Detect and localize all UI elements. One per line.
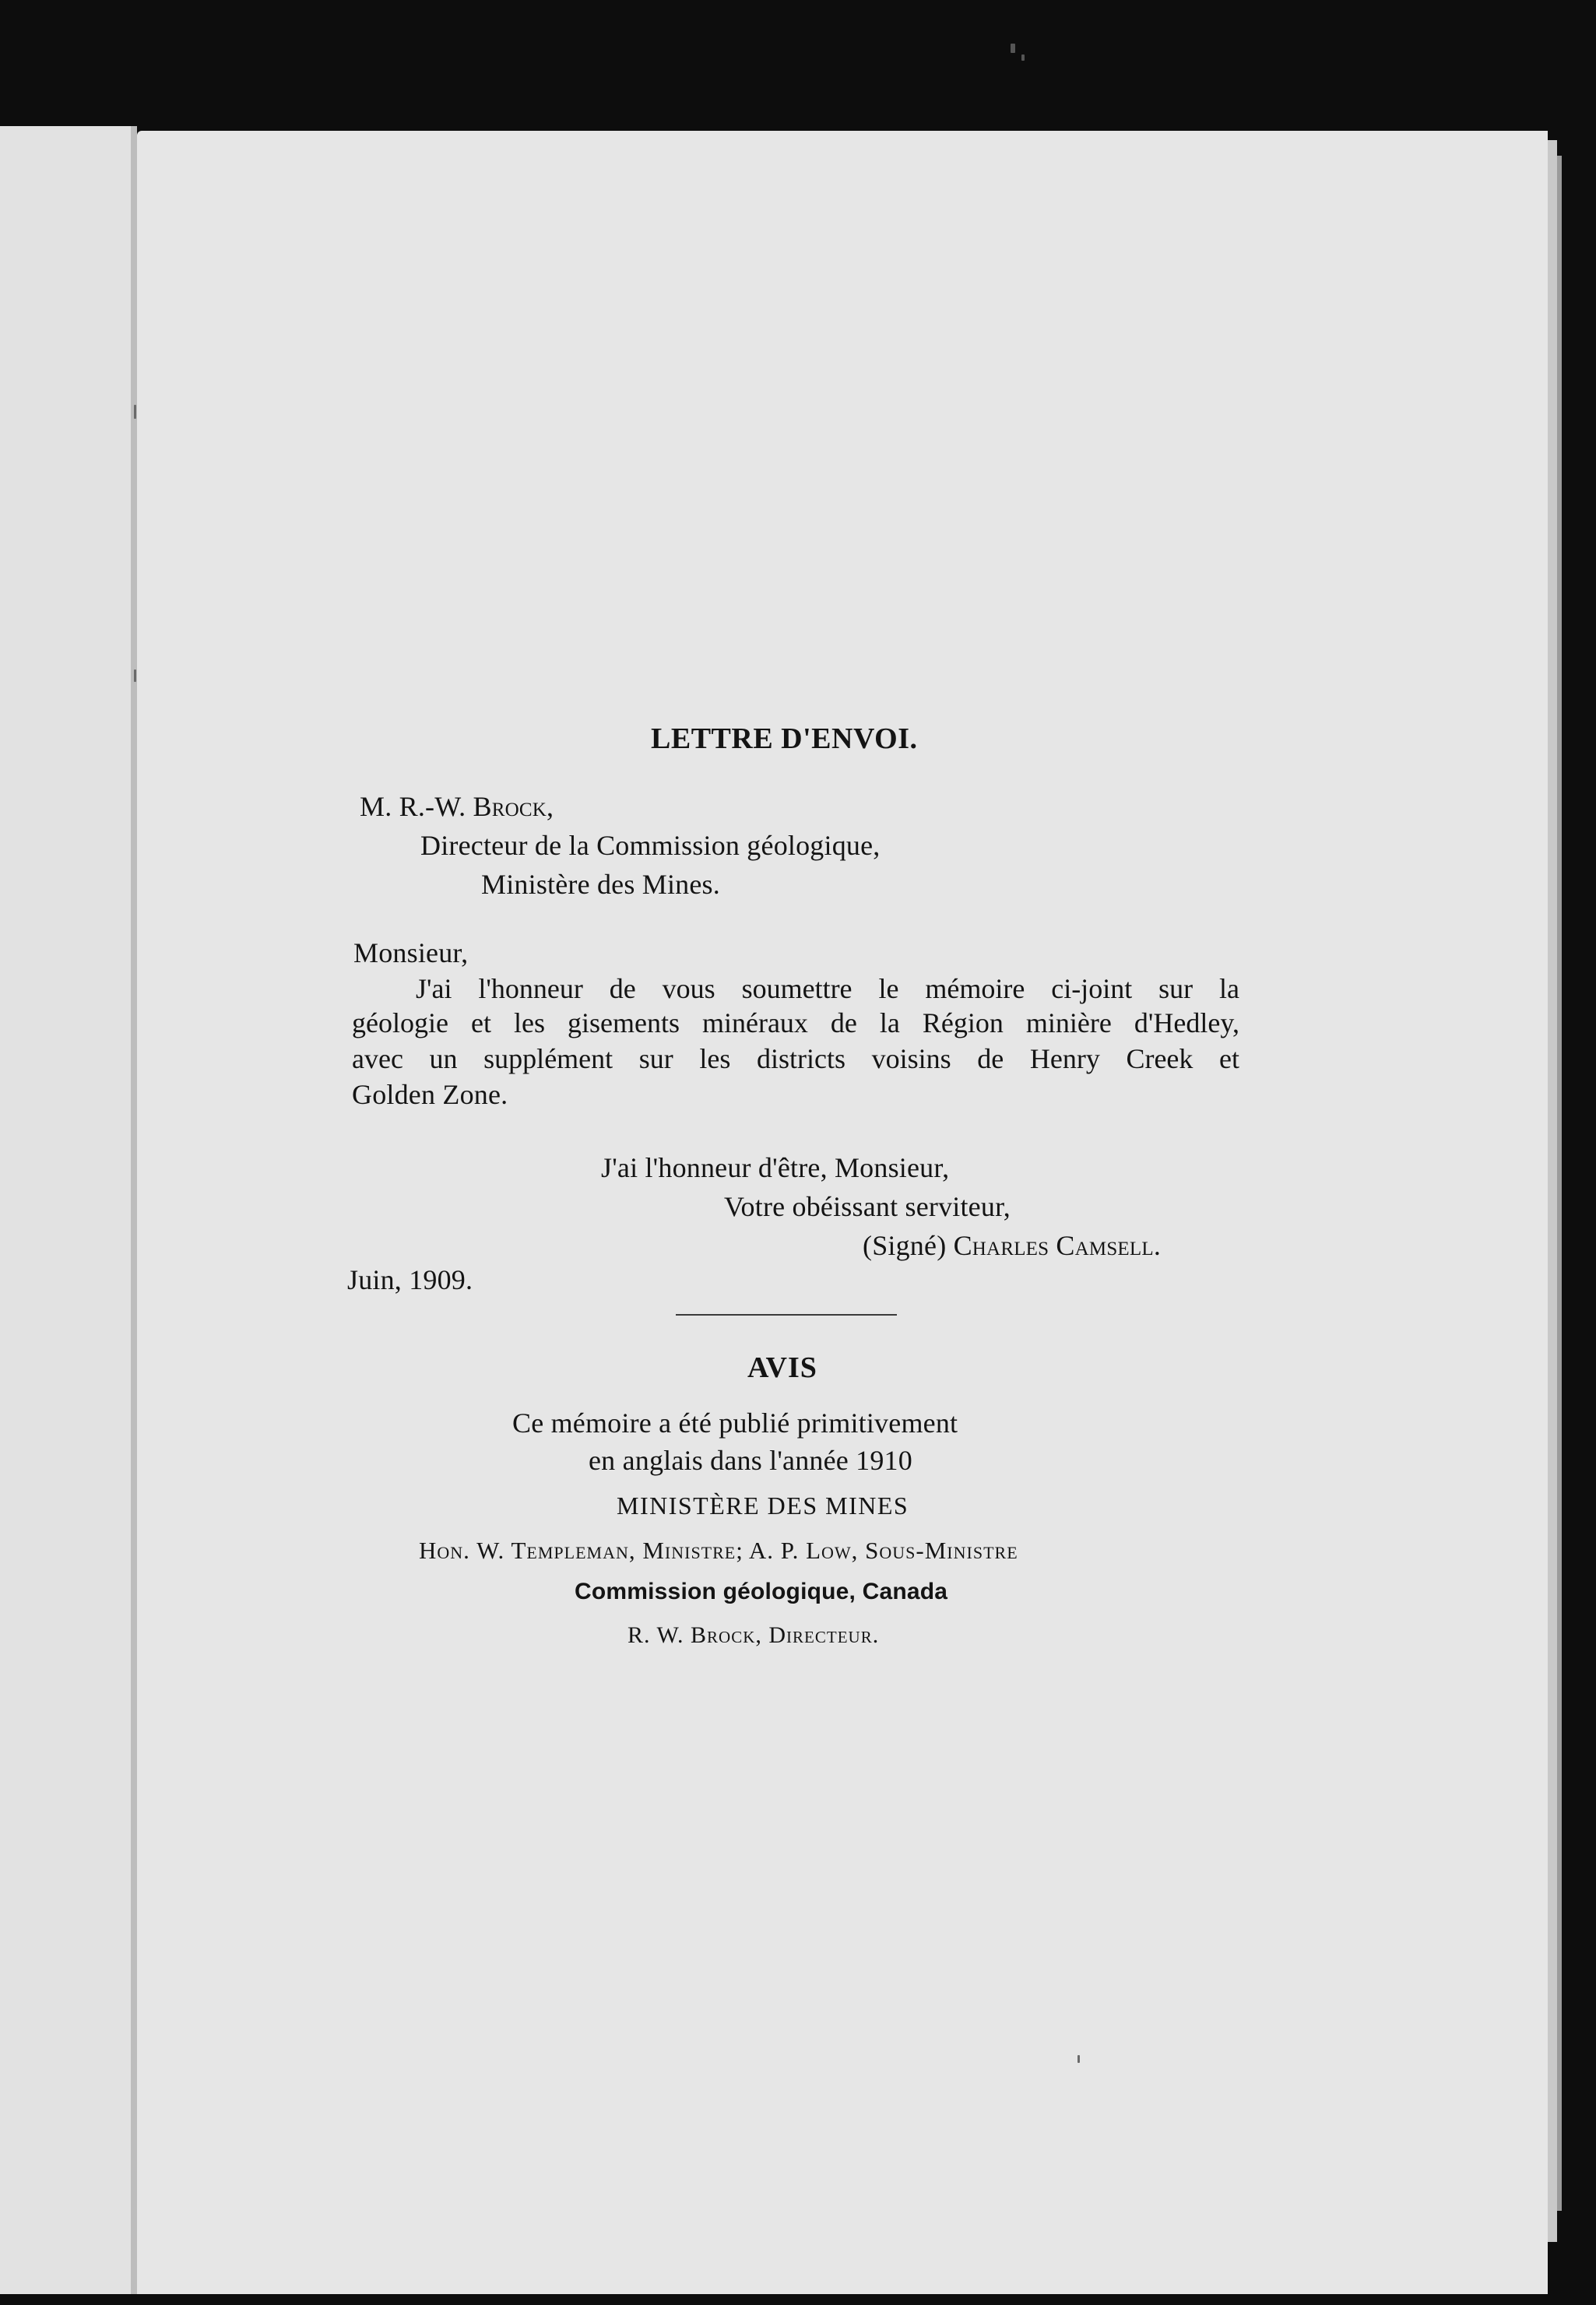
page-edge-shadow: [1557, 156, 1562, 2211]
notice-heading: AVIS: [747, 1351, 817, 1384]
body-line-3: avec un supplément sur les districts voisins de Henry Creek et: [352, 1043, 1239, 1074]
scan-speck: [134, 669, 136, 682]
director-line: R. W. Brock, Directeur.: [628, 1622, 880, 1648]
addressee-prefix: M. R.-W.: [360, 791, 473, 822]
signature-line: [863, 1232, 1161, 1260]
notice-line-2: en anglais dans l'année 1910: [589, 1445, 912, 1476]
signed-prefix: (Signé): [863, 1230, 954, 1261]
closing-line-1: J'ai l'honneur d'être, Monsieur,: [601, 1152, 950, 1183]
officials-line: Hon. W. Templeman, Ministre; A. P. Low, Sous-Ministre: [419, 1537, 1018, 1564]
addressee-ministry: Ministère des Mines.: [481, 869, 720, 900]
facing-page-edge: [131, 126, 137, 2294]
closing-line-2: Votre obéissant serviteur,: [724, 1191, 1011, 1222]
section-divider: [676, 1314, 897, 1316]
body-line-2: géologie et les gisements minéraux de la Région minière d'Hedley,: [352, 1007, 1239, 1038]
scan-speck: [134, 405, 136, 419]
ministry-name: MINISTÈRE DES MINES: [617, 1492, 909, 1520]
addressee-name: Brock,: [473, 791, 554, 822]
letter-date: Juin, 1909.: [347, 1264, 473, 1295]
scan-speck: [1077, 2055, 1080, 2063]
addressee-line: [360, 792, 554, 820]
scan-speck: [1011, 44, 1015, 53]
greeting: Monsieur,: [353, 937, 469, 968]
scan-speck: [1021, 54, 1025, 61]
addressee-title: Directeur de la Commission géologique,: [420, 830, 881, 861]
notice-line-1: Ce mémoire a été publié primitivement: [512, 1407, 958, 1439]
commission-name: Commission géologique, Canada: [575, 1579, 948, 1604]
page-edge: [1548, 140, 1557, 2242]
body-line-4: Golden Zone.: [352, 1079, 508, 1110]
facing-page: [0, 126, 131, 2294]
body-line-1: J'ai l'honneur de vous soumettre le mémoire ci-joint sur la: [416, 973, 1239, 1004]
signer-name: Charles Camsell.: [953, 1230, 1162, 1261]
letter-heading: LETTRE D'ENVOI.: [651, 722, 918, 755]
